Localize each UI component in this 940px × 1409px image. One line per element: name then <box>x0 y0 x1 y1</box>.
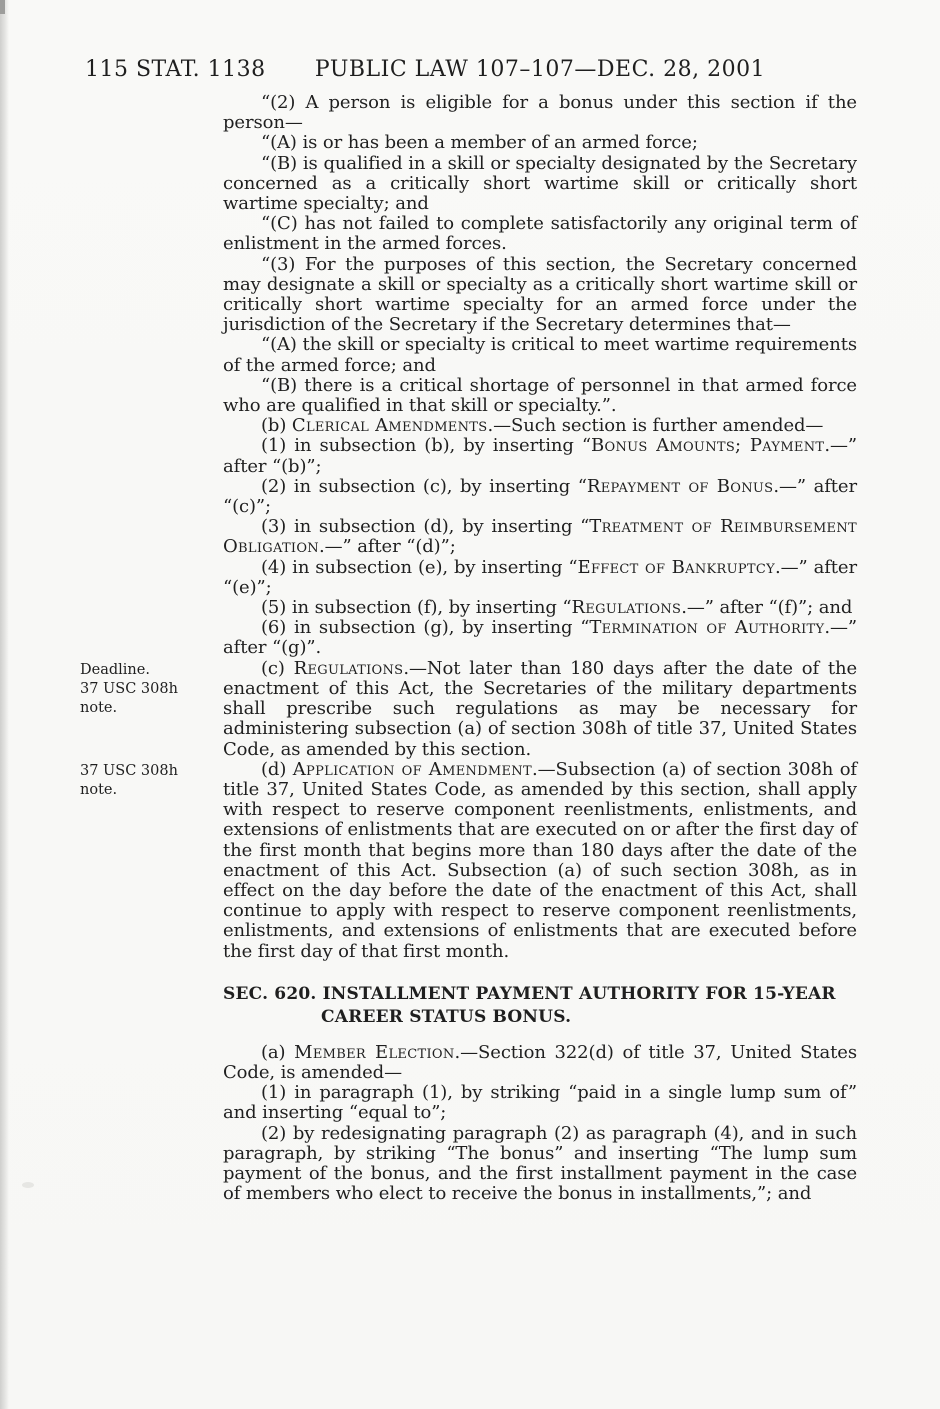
paragraph <box>223 477 857 517</box>
paragraph <box>223 93 857 133</box>
paragraph <box>223 1083 857 1123</box>
small-caps-run: Clerical Amendments <box>291 415 488 437</box>
paragraph <box>223 1124 857 1205</box>
paragraph <box>223 133 857 153</box>
small-caps-run: Application of Amendment <box>292 758 532 780</box>
text-run: (c) <box>261 657 294 679</box>
small-caps-run: Regulations <box>571 597 682 619</box>
text-run: .—” after “(c)”; <box>223 475 857 518</box>
paragraph <box>223 558 857 598</box>
paragraph <box>223 436 857 476</box>
margin-note-line: note. <box>80 781 118 798</box>
text-run: “(B) there is a critical shortage of personnel in that armed force who are qualified in that skill or specialty.”. <box>223 374 857 417</box>
small-caps-run: Bonus Amounts; Payment <box>590 435 825 457</box>
paragraph <box>223 618 857 658</box>
paragraph <box>223 154 857 215</box>
text-run: .—Section 322(d) of title 37, United States Code, is amended— <box>223 1041 857 1083</box>
paragraph <box>80 758 857 962</box>
text-run: .—Subsection (a) of section 308h of title 37, United States Code, as amended by this section, shall apply with respect to reserve component reenlistments, enlistments, and extensions of enlistments that are executed on or after the first day of the first month that begins more than 180 days after the date of the enactment of this Act. Subsection (a) of such section 308h, as in effect on the day before the date of the enactment of this Act, shall continue to apply with respect to reserve component reenlistments, enlistments, and extensions of enlistments that are executed before the first day of that first month. <box>223 758 857 962</box>
small-caps-run: Termination of Authority <box>589 617 825 639</box>
text-run: SEC. 620. INSTALLMENT PAYMENT AUTHORITY FOR 15-YEAR CAREER STATUS BONUS. <box>223 983 836 1027</box>
margin-note <box>80 661 216 718</box>
text-run: “(A) the skill or specialty is critical to meet wartime requirements of the armed force; and <box>223 334 857 376</box>
section-heading <box>223 983 857 1029</box>
scan-smudge-icon <box>22 1182 34 1188</box>
text-run: “(A) is or has been a member of an armed force; <box>261 132 698 154</box>
margin-note-line: 37 USC 308h <box>80 680 178 697</box>
small-caps-run: Regulations <box>293 657 404 679</box>
text-run: .—” after “(g)”. <box>223 617 857 659</box>
text-run: .—” after “(d)”; <box>318 536 456 558</box>
paragraph <box>223 376 857 416</box>
text-run: (d) <box>261 758 293 780</box>
text-run: “(3) For the purposes of this section, the Secretary concerned may designate a skill or specialty as a critically short wartime skill or critically short wartime specialty for an armed force under the jurisdiction of the Secretary if the Secretary determines that— <box>223 253 857 336</box>
text-run: “(2) A person is eligible for a bonus under this section if the person— <box>223 92 857 134</box>
text-run: (b) <box>261 415 292 437</box>
small-caps-run: Effect of Bankruptcy <box>577 556 776 578</box>
text-run: “(B) is qualified in a skill or specialty designated by the Secretary concerned as a critically short wartime skill or critically short wartime specialty; and <box>223 152 857 215</box>
page-edge-shadow <box>0 0 9 1409</box>
text-run: (5) in subsection (f), by inserting “ <box>261 597 572 619</box>
margin-note-line: 37 USC 308h <box>80 762 178 779</box>
page-header <box>0 56 940 86</box>
margin-note-line: Deadline. <box>80 661 150 678</box>
scan-smudge-icon <box>0 0 5 14</box>
text-run: (2) by redesignating paragraph (2) as paragraph (4), and in such paragraph, by striking “The bonus” and inserting “The lump sum payment of the bonus, and the first installment payment in the case of members who elect to receive the bonus in installments,”; and <box>223 1122 857 1205</box>
margin-note <box>80 762 216 800</box>
small-caps-run: Member Election <box>294 1041 455 1063</box>
text-run: (3) in subsection (d), by inserting “ <box>261 516 590 538</box>
paragraph <box>223 416 857 436</box>
paragraph <box>223 517 857 557</box>
text-run: .—” after “(b)”; <box>223 435 857 477</box>
paragraph <box>223 598 857 618</box>
document-body <box>80 92 857 1205</box>
paragraph <box>223 214 857 254</box>
text-run: .—Such section is further amended— <box>487 415 824 437</box>
text-run: .—Not later than 180 days after the date of the enactment of this Act, the Secretaries of the military departments shall prescribe such regulations as may be necessary for administering subsection (a) of section 308h of title 37, United States Code, as amended by this section. <box>223 657 857 760</box>
text-run: (1) in subsection (b), by inserting “ <box>261 435 591 457</box>
small-caps-run: Repayment of Bonus <box>586 475 774 497</box>
text-run: (2) in subsection (c), by inserting “ <box>261 475 587 497</box>
text-run: .—” after “(f)”; and <box>681 597 853 619</box>
paragraph <box>223 1043 857 1083</box>
paragraph <box>80 657 857 760</box>
small-caps-run: Treatment of Reimbursement Obligation <box>223 516 857 558</box>
text-run: “(C) has not failed to complete satisfactorily any original term of enlistment in the armed forces. <box>223 213 857 255</box>
text-run: (6) in subsection (g), by inserting “ <box>261 617 590 639</box>
text-run: (1) in paragraph (1), by striking “paid in a single lump sum of” and inserting “equal to”; <box>223 1082 857 1124</box>
stat-page-number: 115 STAT. 1138 <box>85 57 266 82</box>
text-run: (a) <box>261 1041 295 1063</box>
text-run: (4) in subsection (e), by inserting “ <box>261 556 578 578</box>
margin-note-line: note. <box>80 699 118 716</box>
paragraph <box>223 255 857 336</box>
text-run: .—” after “(e)”; <box>223 556 857 598</box>
paragraph <box>223 335 857 375</box>
law-title: PUBLIC LAW 107–107—DEC. 28, 2001 <box>314 57 766 82</box>
